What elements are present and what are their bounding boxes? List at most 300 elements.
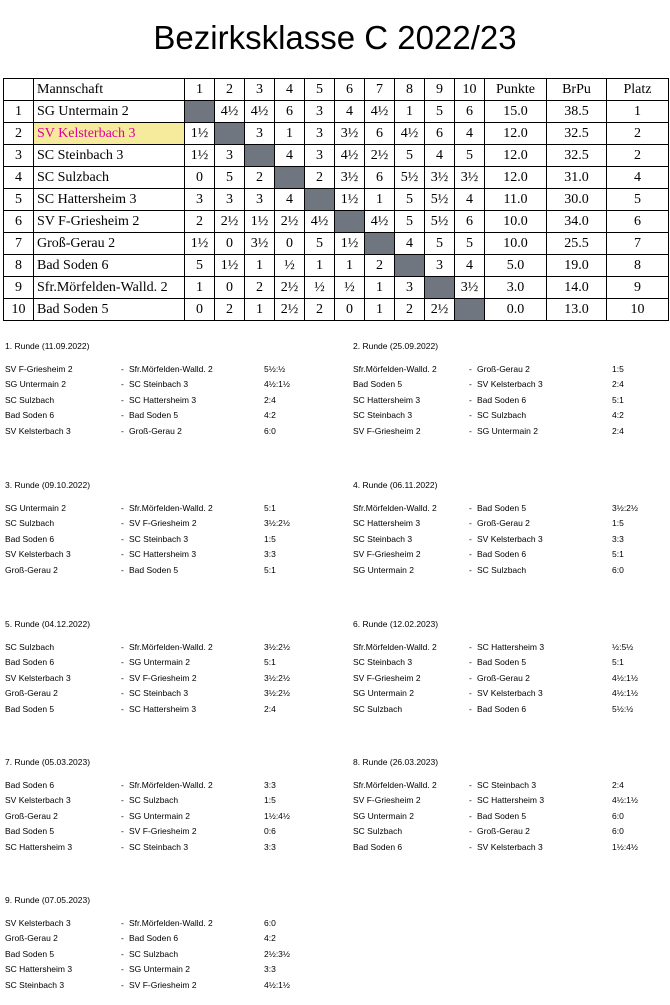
separator-dash: - — [121, 964, 124, 975]
standings-row — [4, 255, 669, 277]
home-team: SC Sulzbach — [5, 642, 55, 652]
round-block — [5, 340, 335, 439]
game-row — [353, 393, 670, 408]
away-team: SV F-Griesheim 2 — [129, 518, 197, 529]
game-row — [353, 362, 670, 377]
home-team: SV Kelsterbach 3 — [5, 672, 71, 683]
away-team: SG Untermain 2 — [129, 964, 190, 975]
standings-row — [4, 277, 669, 299]
away-team: Bad Soden 6 — [477, 549, 527, 560]
away-team: SC Sulzbach — [477, 564, 527, 575]
place-cell: 9 — [607, 277, 669, 299]
away-team: Bad Soden 6 — [477, 394, 527, 405]
header-opponent: 4 — [275, 79, 305, 101]
result-cell: 5 — [425, 101, 455, 123]
team-name: Bad Soden 6 — [34, 255, 185, 277]
rank-cell: 7 — [4, 233, 34, 255]
game-row — [353, 640, 670, 655]
away-team: Bad Soden 6 — [477, 703, 527, 714]
rank-cell: 4 — [4, 167, 34, 189]
game-row — [5, 824, 335, 839]
brpu-cell: 34.0 — [547, 211, 607, 233]
result-cell: 5 — [395, 145, 425, 167]
game-score: 1:5 — [264, 533, 276, 544]
result-cell: 2 — [245, 277, 275, 299]
header-place: Platz — [607, 79, 669, 101]
result-cell: 2 — [215, 299, 245, 321]
away-team: Sfr.Mörfelden-Walld. 2 — [129, 780, 213, 790]
home-team: SC Steinbach 3 — [353, 657, 413, 668]
away-team: Sfr.Mörfelden-Walld. 2 — [129, 364, 213, 374]
separator-dash: - — [469, 688, 472, 699]
brpu-cell: 31.0 — [547, 167, 607, 189]
home-team: Groß-Gerau 2 — [5, 933, 58, 944]
game-row — [5, 547, 335, 562]
home-team: Sfr.Mörfelden-Walld. 2 — [353, 642, 437, 652]
game-score: 2:4 — [612, 379, 624, 390]
result-cell: 2½ — [275, 277, 305, 299]
away-team: SV F-Griesheim 2 — [129, 826, 197, 837]
game-score: 4½:1½ — [612, 688, 638, 699]
game-score: 5½:½ — [612, 703, 634, 714]
away-team: SV Kelsterbach 3 — [477, 841, 543, 852]
points-cell: 11.0 — [485, 189, 547, 211]
home-team: Groß-Gerau 2 — [5, 564, 58, 575]
result-cell: ½ — [335, 277, 365, 299]
header-brpu: BrPu — [547, 79, 607, 101]
result-cell: 2 — [185, 211, 215, 233]
brpu-cell: 38.5 — [547, 101, 607, 123]
team-name-highlighted: SV Kelsterbach 3 — [34, 123, 185, 145]
game-row — [353, 778, 670, 793]
place-cell: 7 — [607, 233, 669, 255]
game-row — [5, 362, 335, 377]
result-cell: 1 — [305, 255, 335, 277]
standings-row — [4, 211, 669, 233]
game-score: 4½:1½ — [612, 795, 638, 806]
home-team: SV Kelsterbach 3 — [5, 425, 71, 436]
game-row — [5, 563, 335, 578]
game-score: 3:3 — [264, 780, 276, 790]
separator-dash: - — [121, 795, 124, 806]
away-team: Groß-Gerau 2 — [129, 425, 182, 436]
separator-dash: - — [121, 518, 124, 529]
result-cell: 3½ — [455, 167, 485, 189]
result-cell: 1 — [395, 101, 425, 123]
header-rank — [4, 79, 34, 101]
result-cell: 4 — [455, 189, 485, 211]
home-team: SV F-Griesheim 2 — [353, 795, 421, 806]
game-row — [353, 563, 670, 578]
game-score: 3½:2½ — [612, 503, 638, 513]
game-row — [353, 671, 670, 686]
result-cell: 4½ — [395, 123, 425, 145]
rank-cell: 6 — [4, 211, 34, 233]
header-points: Punkte — [485, 79, 547, 101]
away-team: Groß-Gerau 2 — [477, 826, 530, 837]
result-cell: 1½ — [335, 233, 365, 255]
away-team: SC Sulzbach — [129, 795, 179, 806]
home-team: Bad Soden 5 — [5, 826, 55, 837]
separator-dash: - — [469, 657, 472, 668]
home-team: Bad Soden 6 — [5, 410, 55, 421]
result-cell: 0 — [185, 299, 215, 321]
result-cell: 2 — [395, 299, 425, 321]
result-cell: 4½ — [335, 145, 365, 167]
result-cell: 1 — [365, 299, 395, 321]
home-team: Bad Soden 6 — [5, 533, 55, 544]
away-team: SC Sulzbach — [477, 410, 527, 421]
home-team: Sfr.Mörfelden-Walld. 2 — [353, 503, 437, 513]
away-team: SC Hattersheim 3 — [477, 642, 545, 652]
game-score: 3½:2½ — [264, 518, 290, 529]
separator-dash: - — [121, 948, 124, 959]
game-score: 3:3 — [264, 549, 276, 560]
result-cell: 5½ — [395, 167, 425, 189]
place-cell: 10 — [607, 299, 669, 321]
separator-dash: - — [469, 394, 472, 405]
home-team: SV F-Griesheim 2 — [5, 364, 73, 374]
result-cell: 3 — [245, 189, 275, 211]
result-cell: 3 — [395, 277, 425, 299]
team-name: Sfr.Mörfelden-Walld. 2 — [34, 277, 185, 299]
result-cell: 5 — [215, 167, 245, 189]
game-score: 1:5 — [612, 364, 624, 374]
separator-dash: - — [121, 379, 124, 390]
away-team: Bad Soden 5 — [129, 564, 179, 575]
away-team: SV F-Griesheim 2 — [129, 672, 197, 683]
place-cell: 8 — [607, 255, 669, 277]
round-block — [5, 618, 335, 717]
place-cell: 2 — [607, 145, 669, 167]
result-cell: 4 — [455, 123, 485, 145]
separator-dash: - — [469, 841, 472, 852]
away-team: SV Kelsterbach 3 — [477, 379, 543, 390]
brpu-cell: 19.0 — [547, 255, 607, 277]
header-opponent: 2 — [215, 79, 245, 101]
separator-dash: - — [121, 688, 124, 699]
separator-dash: - — [469, 518, 472, 529]
game-score: 3:3 — [264, 964, 276, 975]
result-cell: 6 — [455, 211, 485, 233]
game-score: 4½:1½ — [612, 672, 638, 683]
rank-cell: 10 — [4, 299, 34, 321]
brpu-cell: 14.0 — [547, 277, 607, 299]
round-title: 7. Runde (05.03.2023) — [5, 757, 91, 767]
game-row — [353, 702, 670, 717]
game-score: 5:1 — [264, 564, 276, 575]
separator-dash: - — [121, 918, 124, 928]
game-score: 4:2 — [264, 410, 276, 421]
away-team: Bad Soden 5 — [129, 410, 179, 421]
home-team: SC Hattersheim 3 — [353, 394, 421, 405]
home-team: SV F-Griesheim 2 — [353, 549, 421, 560]
separator-dash: - — [469, 826, 472, 837]
separator-dash: - — [469, 672, 472, 683]
game-row — [353, 547, 670, 562]
home-team: Bad Soden 5 — [5, 948, 55, 959]
away-team: Sfr.Mörfelden-Walld. 2 — [129, 642, 213, 652]
away-team: Groß-Gerau 2 — [477, 364, 530, 374]
away-team: Sfr.Mörfelden-Walld. 2 — [129, 918, 213, 928]
game-row — [5, 840, 335, 855]
game-row — [5, 962, 335, 977]
away-team: SG Untermain 2 — [129, 657, 190, 668]
points-cell: 5.0 — [485, 255, 547, 277]
home-team: Groß-Gerau 2 — [5, 810, 58, 821]
header-opponent: 3 — [245, 79, 275, 101]
separator-dash: - — [469, 379, 472, 390]
game-score: 5½:½ — [264, 364, 286, 374]
game-row — [5, 516, 335, 531]
game-score: 1½:4½ — [264, 810, 290, 821]
separator-dash: - — [121, 826, 124, 837]
result-cell: 5 — [305, 233, 335, 255]
game-row — [353, 793, 670, 808]
brpu-cell: 30.0 — [547, 189, 607, 211]
separator-dash: - — [121, 564, 124, 575]
away-team: SC Steinbach 3 — [129, 379, 189, 390]
rank-cell: 3 — [4, 145, 34, 167]
rank-cell: 5 — [4, 189, 34, 211]
round-block — [5, 479, 335, 578]
result-cell: 5 — [425, 233, 455, 255]
diagonal-cell — [335, 211, 365, 233]
header-opponent: 7 — [365, 79, 395, 101]
game-row — [5, 978, 335, 993]
rank-cell: 8 — [4, 255, 34, 277]
away-team: SC Steinbach 3 — [129, 533, 189, 544]
result-cell: 4½ — [305, 211, 335, 233]
game-row — [5, 532, 335, 547]
game-row — [353, 377, 670, 392]
home-team: SG Untermain 2 — [353, 810, 414, 821]
separator-dash: - — [121, 503, 124, 513]
separator-dash: - — [469, 703, 472, 714]
result-cell: 3½ — [455, 277, 485, 299]
game-row — [5, 947, 335, 962]
separator-dash: - — [121, 410, 124, 421]
result-cell: 2½ — [215, 211, 245, 233]
header-opponent: 10 — [455, 79, 485, 101]
round-block — [353, 479, 670, 578]
rank-cell: 2 — [4, 123, 34, 145]
separator-dash: - — [121, 657, 124, 668]
game-row — [5, 778, 335, 793]
game-row — [353, 840, 670, 855]
result-cell: 5½ — [425, 211, 455, 233]
header-opponent: 5 — [305, 79, 335, 101]
diagonal-cell — [365, 233, 395, 255]
game-score: 6:0 — [264, 425, 276, 436]
game-score: 6:0 — [264, 918, 276, 928]
diagonal-cell — [275, 167, 305, 189]
game-row — [5, 377, 335, 392]
result-cell: ½ — [275, 255, 305, 277]
away-team: Bad Soden 6 — [129, 933, 179, 944]
home-team: SC Steinbach 3 — [5, 979, 65, 990]
separator-dash: - — [121, 364, 124, 374]
diagonal-cell — [455, 299, 485, 321]
result-cell: 1½ — [335, 189, 365, 211]
home-team: Bad Soden 6 — [353, 841, 403, 852]
result-cell: 3 — [305, 145, 335, 167]
home-team: SC Steinbach 3 — [353, 410, 413, 421]
result-cell: 4 — [275, 145, 305, 167]
separator-dash: - — [469, 533, 472, 544]
result-cell: 4 — [455, 255, 485, 277]
game-score: 3½:2½ — [264, 688, 290, 699]
away-team: SG Untermain 2 — [477, 425, 538, 436]
game-score: 6:0 — [612, 826, 624, 837]
standings-row — [4, 299, 669, 321]
result-cell: 0 — [275, 233, 305, 255]
diagonal-cell — [215, 123, 245, 145]
separator-dash: - — [121, 979, 124, 990]
result-cell: 2½ — [275, 211, 305, 233]
separator-dash: - — [469, 564, 472, 575]
game-score: 2:4 — [264, 703, 276, 714]
header-team: Mannschaft — [34, 79, 185, 101]
separator-dash: - — [121, 394, 124, 405]
brpu-cell: 32.5 — [547, 145, 607, 167]
separator-dash: - — [469, 795, 472, 806]
separator-dash: - — [121, 549, 124, 560]
result-cell: 2 — [305, 299, 335, 321]
away-team: SC Steinbach 3 — [129, 841, 189, 852]
rank-cell: 1 — [4, 101, 34, 123]
points-cell: 12.0 — [485, 123, 547, 145]
away-team: SC Sulzbach — [129, 948, 179, 959]
separator-dash: - — [121, 672, 124, 683]
home-team: Bad Soden 6 — [5, 780, 55, 790]
away-team: Bad Soden 5 — [477, 503, 527, 513]
result-cell: 4 — [275, 189, 305, 211]
result-cell: 1 — [185, 277, 215, 299]
result-cell: 4½ — [365, 211, 395, 233]
result-cell: 1 — [335, 255, 365, 277]
separator-dash: - — [121, 810, 124, 821]
home-team: SG Untermain 2 — [353, 564, 414, 575]
game-score: 2½:3½ — [264, 948, 290, 959]
game-row — [5, 640, 335, 655]
result-cell: 2½ — [425, 299, 455, 321]
game-score: ½:5½ — [612, 642, 634, 652]
game-row — [5, 501, 335, 516]
points-cell: 10.0 — [485, 211, 547, 233]
result-cell: 0 — [335, 299, 365, 321]
game-row — [353, 686, 670, 701]
result-cell: 6 — [365, 167, 395, 189]
result-cell: 4½ — [365, 101, 395, 123]
home-team: SC Sulzbach — [353, 703, 403, 714]
game-row — [353, 501, 670, 516]
game-row — [353, 408, 670, 423]
game-row — [5, 916, 335, 931]
result-cell: 5 — [395, 211, 425, 233]
away-team: SG Untermain 2 — [129, 810, 190, 821]
place-cell: 4 — [607, 167, 669, 189]
diagonal-cell — [395, 255, 425, 277]
result-cell: 3½ — [425, 167, 455, 189]
result-cell: 4½ — [215, 101, 245, 123]
place-cell: 5 — [607, 189, 669, 211]
game-row — [353, 824, 670, 839]
standings-row — [4, 167, 669, 189]
result-cell: 1 — [365, 277, 395, 299]
separator-dash: - — [469, 780, 472, 790]
game-row — [5, 424, 335, 439]
points-cell: 12.0 — [485, 167, 547, 189]
home-team: SC Sulzbach — [5, 518, 55, 529]
points-cell: 3.0 — [485, 277, 547, 299]
round-block — [5, 756, 335, 855]
separator-dash: - — [469, 549, 472, 560]
result-cell: 3 — [245, 123, 275, 145]
game-score: 1½:4½ — [612, 841, 638, 852]
home-team: SC Hattersheim 3 — [353, 518, 421, 529]
home-team: SC Steinbach 3 — [353, 533, 413, 544]
game-row — [353, 655, 670, 670]
game-score: 4:2 — [612, 410, 624, 421]
game-row — [353, 532, 670, 547]
result-cell: 2 — [245, 167, 275, 189]
points-cell: 12.0 — [485, 145, 547, 167]
result-cell: 2 — [365, 255, 395, 277]
brpu-cell: 25.5 — [547, 233, 607, 255]
game-score: 4:2 — [264, 933, 276, 944]
home-team: Bad Soden 5 — [5, 703, 55, 714]
home-team: SC Sulzbach — [353, 826, 403, 837]
round-title: 2. Runde (25.09.2022) — [353, 341, 439, 351]
points-cell: 0.0 — [485, 299, 547, 321]
game-score: 5:1 — [612, 394, 624, 405]
separator-dash: - — [121, 703, 124, 714]
result-cell: 4 — [335, 101, 365, 123]
game-row — [353, 809, 670, 824]
points-cell: 10.0 — [485, 233, 547, 255]
away-team: Bad Soden 5 — [477, 657, 527, 668]
game-row — [5, 655, 335, 670]
home-team: SC Sulzbach — [5, 394, 55, 405]
game-score: 3:3 — [264, 841, 276, 852]
standings-row — [4, 123, 669, 145]
game-score: 5:1 — [612, 549, 624, 560]
result-cell: 1½ — [185, 233, 215, 255]
game-score: 6:0 — [612, 810, 624, 821]
round-title: 3. Runde (09.10.2022) — [5, 480, 91, 490]
header-opponent: 8 — [395, 79, 425, 101]
game-score: 0:6 — [264, 826, 276, 837]
result-cell: 4 — [395, 233, 425, 255]
game-score: 1:5 — [612, 518, 624, 529]
away-team: Groß-Gerau 2 — [477, 518, 530, 529]
standings-header-row — [4, 79, 669, 101]
page-title: Bezirksklasse C 2022/23 — [153, 19, 517, 56]
game-row — [353, 424, 670, 439]
home-team: SV Kelsterbach 3 — [5, 795, 71, 806]
away-team: Sfr.Mörfelden-Walld. 2 — [129, 503, 213, 513]
result-cell: 4½ — [245, 101, 275, 123]
result-cell: 1 — [275, 123, 305, 145]
game-row — [5, 931, 335, 946]
home-team: SV F-Griesheim 2 — [353, 425, 421, 436]
game-score: 4½:1½ — [264, 979, 290, 990]
team-name: Bad Soden 5 — [34, 299, 185, 321]
standings-table — [3, 78, 669, 321]
result-cell: 6 — [455, 101, 485, 123]
rank-cell: 9 — [4, 277, 34, 299]
